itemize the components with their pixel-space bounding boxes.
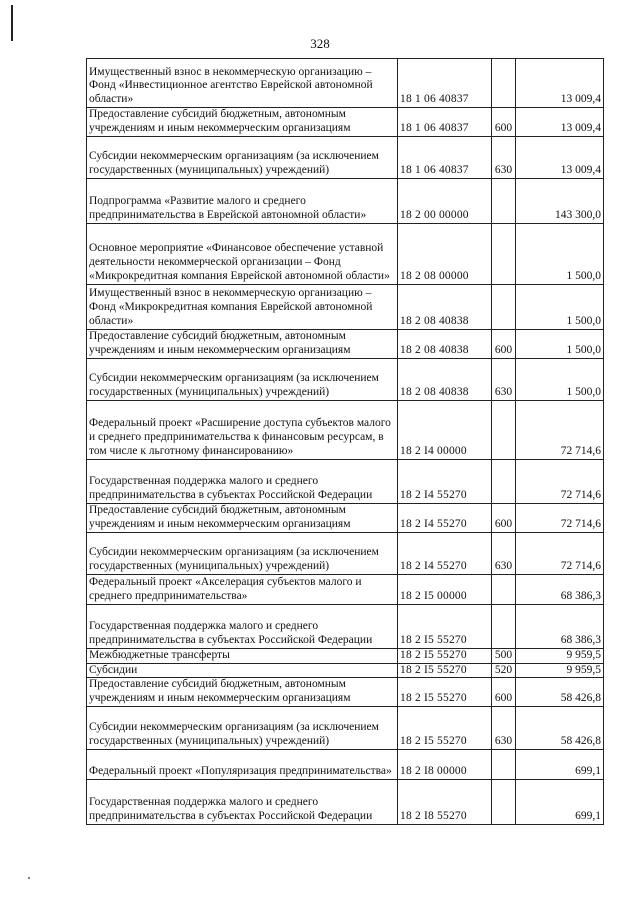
row-amount: 699,1 xyxy=(516,779,604,824)
row-expense-type xyxy=(492,178,516,223)
table-row xyxy=(87,223,604,284)
row-amount: 68 386,3 xyxy=(516,574,604,604)
row-expense-type: 600 xyxy=(492,503,516,532)
row-amount: 143 300,0 xyxy=(516,178,604,223)
table-row xyxy=(87,706,604,749)
row-name: Основное мероприятие «Финансовое обеспечение уставной деятельности некоммерческой организации – Фонд «Микрокредитная компания Еврейской автономной области» xyxy=(87,223,398,284)
row-name: Государственная поддержка малого и среднего предпринимательства в субъектах Российской Федерации xyxy=(87,779,398,824)
row-amount: 1 500,0 xyxy=(516,284,604,329)
table-row xyxy=(87,779,604,824)
row-amount: 699,1 xyxy=(516,749,604,779)
row-code: 18 2 I5 00000 xyxy=(398,574,492,604)
table-row xyxy=(87,108,604,137)
row-amount: 72 714,6 xyxy=(516,503,604,532)
row-name: Субсидии некоммерческим организациям (за исключением государственных (муниципальных) учреждений) xyxy=(87,532,398,574)
table-body xyxy=(87,59,604,825)
table-row xyxy=(87,532,604,574)
table-row xyxy=(87,400,604,459)
row-expense-type xyxy=(492,59,516,108)
row-name: Субсидии некоммерческим организациям (за исключением государственных (муниципальных) учреждений) xyxy=(87,136,398,178)
row-code: 18 2 08 40838 xyxy=(398,358,492,400)
row-name: Предоставление субсидий бюджетным, автономным учреждениям и иным некоммерческим организациям xyxy=(87,108,398,137)
row-name: Государственная поддержка малого и среднего предпринимательства в субъектах Российской Федерации xyxy=(87,604,398,648)
table-row xyxy=(87,663,604,678)
row-expense-type: 630 xyxy=(492,532,516,574)
page-number: 328 xyxy=(310,36,330,51)
row-name: Межбюджетные трансферты xyxy=(87,648,398,663)
row-amount: 58 426,8 xyxy=(516,678,604,707)
row-code: 18 2 08 00000 xyxy=(398,223,492,284)
row-amount: 1 500,0 xyxy=(516,358,604,400)
row-expense-type: 600 xyxy=(492,108,516,137)
row-code: 18 2 I8 55270 xyxy=(398,779,492,824)
table-row xyxy=(87,136,604,178)
row-expense-type xyxy=(492,604,516,648)
row-amount: 58 426,8 xyxy=(516,706,604,749)
row-expense-type: 600 xyxy=(492,678,516,707)
row-expense-type xyxy=(492,574,516,604)
row-code: 18 2 I8 00000 xyxy=(398,749,492,779)
row-expense-type xyxy=(492,284,516,329)
row-name: Федеральный проект «Расширение доступа субъектов малого и среднего предпринимательства к финансовым ресурсам, в том числе к льготному финансированию» xyxy=(87,400,398,459)
row-amount: 1 500,0 xyxy=(516,329,604,358)
row-name: Субсидии некоммерческим организациям (за исключением государственных (муниципальных) учреждений) xyxy=(87,706,398,749)
row-amount: 72 714,6 xyxy=(516,532,604,574)
row-amount: 13 009,4 xyxy=(516,59,604,108)
row-code: 18 2 I4 55270 xyxy=(398,532,492,574)
row-code: 18 2 00 00000 xyxy=(398,178,492,223)
row-code: 18 2 I5 55270 xyxy=(398,706,492,749)
row-name: Предоставление субсидий бюджетным, автономным учреждениям и иным некоммерческим организациям xyxy=(87,329,398,358)
row-expense-type xyxy=(492,749,516,779)
row-expense-type xyxy=(492,223,516,284)
row-amount: 9 959,5 xyxy=(516,648,604,663)
row-name: Федеральный проект «Акселерация субъектов малого и среднего предпринимательства» xyxy=(87,574,398,604)
row-amount: 9 959,5 xyxy=(516,663,604,678)
row-amount: 1 500,0 xyxy=(516,223,604,284)
row-code: 18 1 06 40837 xyxy=(398,108,492,137)
scan-speck xyxy=(28,877,30,879)
table-row xyxy=(87,678,604,707)
row-code: 18 2 I4 55270 xyxy=(398,459,492,503)
row-amount: 72 714,6 xyxy=(516,400,604,459)
row-expense-type: 600 xyxy=(492,329,516,358)
row-expense-type: 500 xyxy=(492,648,516,663)
budget-table xyxy=(86,58,604,825)
row-code: 18 2 I5 55270 xyxy=(398,604,492,648)
row-expense-type: 520 xyxy=(492,663,516,678)
row-name: Государственная поддержка малого и среднего предпринимательства в субъектах Российской Федерации xyxy=(87,459,398,503)
row-code: 18 2 I4 00000 xyxy=(398,400,492,459)
row-name: Субсидии xyxy=(87,663,398,678)
row-expense-type: 630 xyxy=(492,358,516,400)
row-expense-type: 630 xyxy=(492,136,516,178)
row-code: 18 1 06 40837 xyxy=(398,59,492,108)
row-name: Имущественный взнос в некоммерческую организацию – Фонд «Микрокредитная компания Еврейской автономной области» xyxy=(87,284,398,329)
row-code: 18 2 I5 55270 xyxy=(398,663,492,678)
table-row xyxy=(87,604,604,648)
row-code: 18 1 06 40837 xyxy=(398,136,492,178)
row-expense-type xyxy=(492,779,516,824)
table-row xyxy=(87,358,604,400)
row-amount: 68 386,3 xyxy=(516,604,604,648)
table-row xyxy=(87,648,604,663)
row-code: 18 2 08 40838 xyxy=(398,284,492,329)
row-code: 18 2 I4 55270 xyxy=(398,503,492,532)
row-amount: 72 714,6 xyxy=(516,459,604,503)
row-name: Предоставление субсидий бюджетным, автономным учреждениям и иным некоммерческим организациям xyxy=(87,503,398,532)
table-row xyxy=(87,459,604,503)
table-row xyxy=(87,178,604,223)
row-name: Предоставление субсидий бюджетным, автономным учреждениям и иным некоммерческим организациям xyxy=(87,678,398,707)
row-expense-type xyxy=(492,400,516,459)
row-name: Субсидии некоммерческим организациям (за исключением государственных (муниципальных) учреждений) xyxy=(87,358,398,400)
row-amount: 13 009,4 xyxy=(516,108,604,137)
table-row xyxy=(87,59,604,108)
table-row xyxy=(87,284,604,329)
table-row xyxy=(87,749,604,779)
row-expense-type: 630 xyxy=(492,706,516,749)
row-name: Имущественный взнос в некоммерческую организацию – Фонд «Инвестиционное агентство Еврейской автономной области» xyxy=(87,59,398,108)
row-expense-type xyxy=(492,459,516,503)
row-code: 18 2 I5 55270 xyxy=(398,678,492,707)
table-row xyxy=(87,503,604,532)
row-code: 18 2 I5 55270 xyxy=(398,648,492,663)
table-row xyxy=(87,574,604,604)
row-amount: 13 009,4 xyxy=(516,136,604,178)
row-name: Подпрограмма «Развитие малого и среднего предпринимательства в Еврейской автономной области» xyxy=(87,178,398,223)
row-code: 18 2 08 40838 xyxy=(398,329,492,358)
row-name: Федеральный проект «Популяризация предпринимательства» xyxy=(87,749,398,779)
table-row xyxy=(87,329,604,358)
